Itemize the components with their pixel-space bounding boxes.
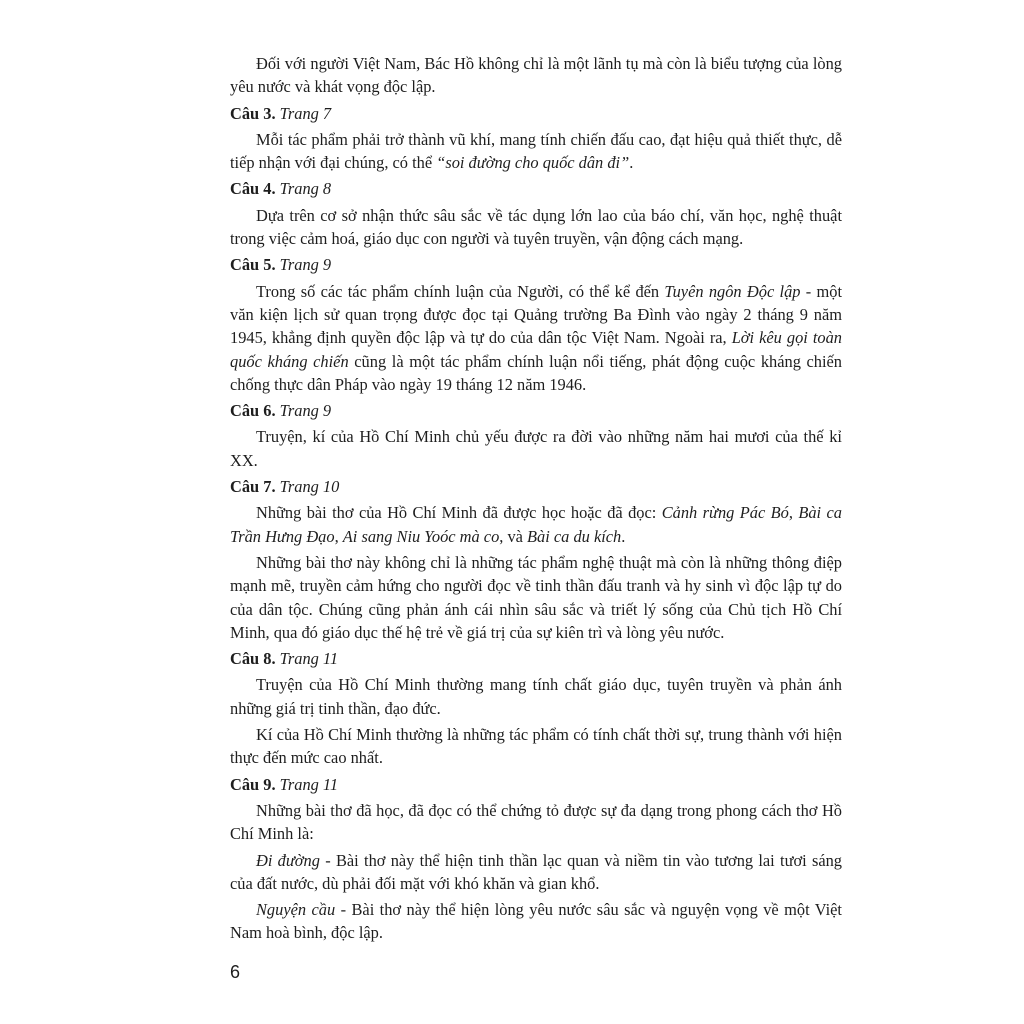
question-label: Câu 4. xyxy=(230,179,276,199)
question-page-ref: Trang 8 xyxy=(279,179,332,199)
answer-text: - một văn kiện lịch sử quan trọng được đọc tại Quảng trường Ba Đình vào ngày 2 tháng 9 năm 1945, khẳng định quyền độc lập và tự do của dân tộc Việt Nam. Ngoài ra, xyxy=(230,281,843,348)
poem-title: Nguyện cầu xyxy=(256,900,336,920)
question-page-ref: Trang 9 xyxy=(279,401,332,421)
question-page-ref: Trang 9 xyxy=(279,255,332,275)
question-label: Câu 6. xyxy=(230,401,276,421)
answer-paragraph xyxy=(230,501,842,548)
question-label: Câu 5. xyxy=(230,255,276,275)
question-heading-9 xyxy=(230,773,842,796)
poem-title: Đi đường xyxy=(256,850,320,870)
answer-paragraph: Những bài thơ này không chỉ là những tác phẩm nghệ thuật mà còn là những thông điệp mạnh mẽ, truyền cảm hứng cho người đọc về tinh thần đấu tranh và hy sinh vì độc lập tự do của dân tộc. Chúng cũng phản ánh cái nhìn sâu sắc và triết lý sống của Chủ tịch Hồ Chí Minh, qua đó giáo dục thế hệ trẻ về giá trị của sự kiên trì và lòng yêu nước. xyxy=(230,552,842,642)
separator: , xyxy=(788,503,799,523)
question-page-ref: Trang 7 xyxy=(279,103,332,123)
answer-text: . xyxy=(629,153,634,173)
answer-paragraph: Truyện của Hồ Chí Minh thường mang tính chất giáo dục, tuyên truyền và phản ánh những giá trị tinh thần, đạo đức. xyxy=(230,675,842,718)
separator: , và xyxy=(499,526,528,546)
question-label: Câu 9. xyxy=(230,774,276,794)
question-heading-8 xyxy=(230,647,842,670)
answer-text: - Bài thơ này thể hiện lòng yêu nước sâu sắc và nguyện vọng về một Việt Nam hoà bình, độc lập. xyxy=(230,900,842,943)
work-title: Lời kêu gọi toàn quốc kháng chiến xyxy=(230,328,842,371)
poem-title: Bài ca du kích xyxy=(527,526,622,546)
question-heading-4 xyxy=(230,177,842,200)
question-page-ref: Trang 11 xyxy=(279,649,339,669)
answer-text: - Bài thơ này thể hiện tinh thần lạc quan và niềm tin vào tương lai tươi sáng của đất nước, dù phải đối mặt với khó khăn và gian khổ. xyxy=(230,850,843,893)
answer-paragraph: Kí của Hồ Chí Minh thường là những tác phẩm có tính chất thời sự, trung thành với hiện thực đến mức cao nhất. xyxy=(230,725,842,768)
separator: . xyxy=(621,526,626,546)
answer-paragraph: Những bài thơ đã học, đã đọc có thể chứng tỏ được sự đa dạng trong phong cách thơ Hồ Chí Minh là: xyxy=(230,800,842,844)
question-page-ref: Trang 11 xyxy=(279,774,339,794)
quote-text: “soi đường cho quốc dân đi” xyxy=(436,153,630,173)
question-page-ref: Trang 10 xyxy=(279,477,340,497)
answer-paragraph xyxy=(230,128,842,175)
poem-title: Cảnh rừng Pác Bó xyxy=(661,503,789,523)
poem-title: Bài ca Trần Hưng Đạo xyxy=(230,503,842,546)
page-content xyxy=(230,52,842,948)
question-label: Câu 8. xyxy=(230,649,276,669)
page-number: 6 xyxy=(230,962,241,982)
answer-text: Những bài thơ của Hồ Chí Minh đã được học hoặc đã đọc: xyxy=(256,503,662,523)
work-title: Tuyên ngôn Độc lập xyxy=(664,281,801,301)
answer-text: Mỗi tác phẩm phải trở thành vũ khí, mang tính chiến đấu cao, đạt hiệu quả thiết thực, dễ tiếp nhận với đại chúng, có thể xyxy=(230,129,842,173)
question-label: Câu 7. xyxy=(230,477,276,497)
intro-paragraph: Đối với người Việt Nam, Bác Hồ không chỉ là một lãnh tụ mà còn là biểu tượng của lòng yêu nước và khát vọng độc lập. xyxy=(230,54,842,97)
answer-paragraph xyxy=(230,280,842,396)
question-heading-6 xyxy=(230,399,842,422)
answer-text: Trong số các tác phẩm chính luận của Người, có thể kể đến xyxy=(256,281,665,301)
question-label: Câu 3. xyxy=(230,103,276,123)
separator: , xyxy=(334,526,343,546)
answer-paragraph xyxy=(230,849,842,896)
answer-paragraph xyxy=(230,898,842,945)
question-heading-5 xyxy=(230,253,842,276)
question-heading-3 xyxy=(230,102,842,125)
answer-paragraph: Truyện, kí của Hồ Chí Minh chủ yếu được ra đời vào những năm hai mươi của thế kỉ XX. xyxy=(230,427,842,470)
question-heading-7 xyxy=(230,475,842,498)
answer-paragraph: Dựa trên cơ sở nhận thức sâu sắc về tác dụng lớn lao của báo chí, văn học, nghệ thuật trong việc cảm hoá, giáo dục con người và tuyên truyền, vận động cách mạng. xyxy=(230,205,842,249)
answer-text: cũng là một tác phẩm chính luận nổi tiếng, phát động cuộc kháng chiến chống thực dân Pháp vào ngày 19 tháng 12 năm 1946. xyxy=(230,351,842,394)
poem-title: Ai sang Niu Yoóc mà co xyxy=(342,526,500,546)
